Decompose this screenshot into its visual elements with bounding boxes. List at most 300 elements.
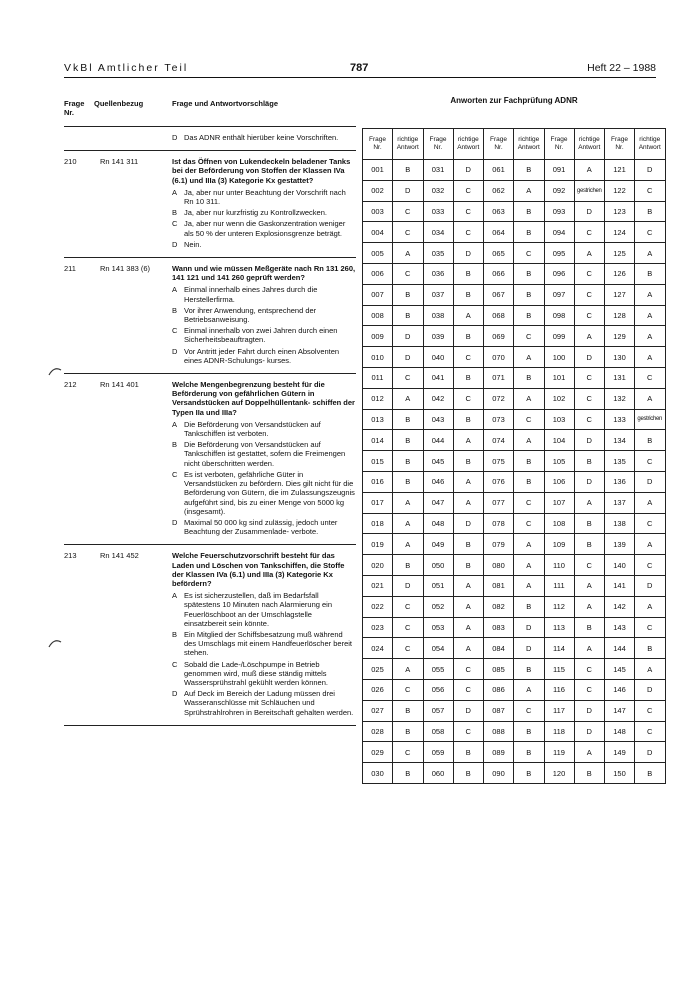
header-line: Frage bbox=[369, 136, 386, 143]
question-nr-cell: 081 bbox=[484, 575, 514, 596]
header-line: richtige bbox=[457, 136, 479, 143]
question-nr-cell: 125 bbox=[605, 243, 635, 264]
column-header-correct-answer bbox=[574, 129, 605, 160]
answer-cell: A bbox=[393, 388, 424, 409]
question-nr-cell: 063 bbox=[484, 201, 514, 222]
question-nr-cell: 090 bbox=[484, 763, 514, 784]
answer-cell: D bbox=[574, 430, 605, 451]
answers-title: Anworten zur Fachprüfung ADNR bbox=[450, 96, 578, 105]
answer-cell: B bbox=[393, 763, 424, 784]
question-nr-cell: 050 bbox=[423, 555, 453, 576]
answer-table bbox=[362, 128, 666, 784]
question-nr-cell: 144 bbox=[605, 638, 635, 659]
answer-cell: A bbox=[574, 326, 605, 347]
question-nr-cell: 105 bbox=[544, 451, 574, 472]
question-nr-cell: 130 bbox=[605, 347, 635, 368]
question-nr-cell: 089 bbox=[484, 742, 514, 763]
answer-cell: B bbox=[453, 263, 484, 284]
question-text: Wann und wie müssen Meßgeräte nach Rn 131 260, 141 121 und 141 260 geprüft werden? bbox=[172, 264, 356, 283]
answer-cell: D bbox=[393, 347, 424, 368]
question-nr-cell: 149 bbox=[605, 742, 635, 763]
answer-cell: C bbox=[635, 180, 666, 201]
table-row bbox=[363, 555, 666, 576]
question-nr-cell: 104 bbox=[544, 430, 574, 451]
answer-cell: A bbox=[514, 534, 545, 555]
header-line: Antwort bbox=[638, 144, 661, 151]
question-nr-cell: 073 bbox=[484, 409, 514, 430]
question-reference: Rn 141 311 bbox=[100, 157, 139, 167]
answer-cell: C bbox=[635, 451, 666, 472]
answer-option bbox=[172, 518, 356, 536]
answer-cell: B bbox=[453, 409, 484, 430]
table-row bbox=[363, 201, 666, 222]
question-nr-cell: 077 bbox=[484, 492, 514, 513]
page-header bbox=[64, 62, 656, 76]
answer-cell: C bbox=[453, 679, 484, 700]
answer-cell: A bbox=[574, 596, 605, 617]
answer-cell: A bbox=[574, 575, 605, 596]
header-line: Nr. bbox=[373, 144, 382, 151]
question-nr-cell: 112 bbox=[544, 596, 574, 617]
question-nr-cell: 142 bbox=[605, 596, 635, 617]
question-nr-cell: 115 bbox=[544, 659, 574, 680]
option-text: Die Beförderung von Versandstücken auf Tankschiffen ist gestattet, sofern die Freimengen nicht überschritten werden. bbox=[184, 440, 346, 468]
option-text: Ja, aber nur wenn die Gaskonzentration weniger als 50 % der unteren Explosionsgrenze beträgt. bbox=[184, 219, 346, 238]
answer-cell: B bbox=[635, 263, 666, 284]
question-nr-cell: 040 bbox=[423, 347, 453, 368]
question-body bbox=[172, 380, 356, 536]
question-nr-cell: 068 bbox=[484, 305, 514, 326]
question-nr-cell: 071 bbox=[484, 367, 514, 388]
header-line: richtige bbox=[397, 136, 419, 143]
question-nr-cell: 012 bbox=[363, 388, 393, 409]
question-nr-cell: 030 bbox=[363, 763, 393, 784]
question-nr-cell: 138 bbox=[605, 513, 635, 534]
table-row bbox=[363, 471, 666, 492]
answer-cell: C bbox=[514, 492, 545, 513]
question-nr-cell: 034 bbox=[423, 222, 453, 243]
answer-cell: gestrichen bbox=[635, 409, 666, 430]
question-nr-cell: 039 bbox=[423, 326, 453, 347]
header-nr-line1: Frage bbox=[64, 99, 85, 108]
answer-cell: C bbox=[453, 659, 484, 680]
question-nr-cell: 083 bbox=[484, 617, 514, 638]
question-nr-cell: 053 bbox=[423, 617, 453, 638]
option-letter: D bbox=[172, 346, 178, 356]
answer-cell: B bbox=[393, 305, 424, 326]
question-nr-cell: 126 bbox=[605, 263, 635, 284]
answer-cell: A bbox=[635, 596, 666, 617]
table-row bbox=[363, 700, 666, 721]
answer-cell: C bbox=[574, 555, 605, 576]
option-text: Das ADNR enthält hierüber keine Vorschriften. bbox=[184, 133, 339, 142]
question-nr-cell: 038 bbox=[423, 305, 453, 326]
answer-table-body bbox=[363, 160, 666, 784]
question-nr-cell: 004 bbox=[363, 222, 393, 243]
column-header-question-nr bbox=[363, 129, 393, 160]
question-nr-cell: 018 bbox=[363, 513, 393, 534]
answer-cell: B bbox=[635, 763, 666, 784]
question-nr-cell: 074 bbox=[484, 430, 514, 451]
question-nr-cell: 109 bbox=[544, 534, 574, 555]
question-nr-cell: 051 bbox=[423, 575, 453, 596]
question-number: 210 bbox=[64, 157, 77, 167]
table-row bbox=[363, 263, 666, 284]
option-letter: D bbox=[172, 133, 178, 142]
option-letter: B bbox=[172, 305, 178, 315]
answer-cell: A bbox=[635, 492, 666, 513]
answer-option bbox=[172, 285, 356, 303]
answer-cell: D bbox=[453, 243, 484, 264]
answer-cell: A bbox=[393, 534, 424, 555]
option-letter: A bbox=[172, 591, 178, 601]
option-letter: B bbox=[172, 440, 178, 450]
table-row bbox=[363, 638, 666, 659]
publication-title: VkBl Amtlicher Teil bbox=[64, 62, 189, 74]
option-text: Einmal innerhalb eines Jahres durch die Herstellerfirma. bbox=[184, 285, 318, 304]
answer-cell: A bbox=[635, 305, 666, 326]
option-letter: B bbox=[172, 629, 178, 639]
column-header-correct-answer bbox=[393, 129, 424, 160]
option-letter: C bbox=[172, 659, 178, 669]
header-line: Frage bbox=[550, 136, 568, 143]
question-nr-cell: 054 bbox=[423, 638, 453, 659]
question-nr-cell: 107 bbox=[544, 492, 574, 513]
answer-cell: B bbox=[393, 409, 424, 430]
answer-cell: B bbox=[453, 763, 484, 784]
answer-cell: D bbox=[393, 326, 424, 347]
answer-cell: A bbox=[393, 243, 424, 264]
answer-cell: C bbox=[514, 409, 545, 430]
answer-cell: C bbox=[393, 617, 424, 638]
table-row bbox=[363, 575, 666, 596]
answer-cell: D bbox=[574, 700, 605, 721]
answer-option bbox=[172, 306, 356, 324]
question-column bbox=[64, 96, 356, 726]
answer-cell: A bbox=[453, 638, 484, 659]
question-nr-cell: 011 bbox=[363, 367, 393, 388]
header-line: Frage bbox=[490, 136, 507, 143]
question-nr-cell: 013 bbox=[363, 409, 393, 430]
question-list bbox=[64, 127, 356, 726]
question-nr-cell: 078 bbox=[484, 513, 514, 534]
answer-cell: B bbox=[514, 763, 545, 784]
question-nr-cell: 080 bbox=[484, 555, 514, 576]
question-number: 213 bbox=[64, 551, 77, 561]
question-nr-cell: 132 bbox=[605, 388, 635, 409]
answer-cell: B bbox=[393, 451, 424, 472]
answer-option bbox=[172, 470, 356, 516]
answer-cell: C bbox=[393, 742, 424, 763]
question-nr-cell: 146 bbox=[605, 679, 635, 700]
option-text: Auf Deck im Bereich der Ladung müssen drei Wasseranschlüsse mit Schläuchen und Sprühstrahlrohren in Bereitschaft gehalten werden. bbox=[184, 689, 354, 717]
option-letter: D bbox=[172, 517, 178, 527]
answer-cell: C bbox=[453, 388, 484, 409]
header-question-number bbox=[64, 99, 94, 117]
question-nr-cell: 084 bbox=[484, 638, 514, 659]
question-text: Welche Mengenbegrenzung besteht für die Beförderung von gefährlichen Gütern in Versandstücken auf Doppelhüllentank- schiffen der Typen IIa und IIIa? bbox=[172, 380, 355, 417]
answer-cell: A bbox=[635, 388, 666, 409]
option-letter: B bbox=[172, 208, 178, 218]
question-nr-cell: 088 bbox=[484, 721, 514, 742]
question-nr-cell: 150 bbox=[605, 763, 635, 784]
answer-cell: A bbox=[635, 243, 666, 264]
question-nr-cell: 024 bbox=[363, 638, 393, 659]
table-row bbox=[363, 388, 666, 409]
answer-cell: C bbox=[393, 638, 424, 659]
answer-cell: B bbox=[514, 284, 545, 305]
answer-cell: C bbox=[635, 222, 666, 243]
question-reference: Rn 141 383 (6) bbox=[100, 264, 151, 274]
question-nr-cell: 032 bbox=[423, 180, 453, 201]
answer-cell: C bbox=[635, 700, 666, 721]
answer-cell: C bbox=[393, 367, 424, 388]
answer-cell: A bbox=[574, 160, 605, 181]
question-nr-cell: 027 bbox=[363, 700, 393, 721]
answer-cell: B bbox=[393, 430, 424, 451]
header-line: Antwort bbox=[517, 144, 540, 151]
question-nr-cell: 058 bbox=[423, 721, 453, 742]
answer-cell: B bbox=[514, 721, 545, 742]
question-nr-cell: 061 bbox=[484, 160, 514, 181]
option-text: Die Beförderung von Versandstücken auf Tankschiffen ist verboten. bbox=[184, 419, 321, 439]
answer-cell: D bbox=[514, 617, 545, 638]
question-nr-cell: 147 bbox=[605, 700, 635, 721]
answer-cell: C bbox=[514, 700, 545, 721]
answer-cell: D bbox=[574, 201, 605, 222]
table-row bbox=[363, 679, 666, 700]
answer-cell: A bbox=[453, 430, 484, 451]
punch-mark-icon bbox=[48, 366, 62, 376]
question-nr-cell: 148 bbox=[605, 721, 635, 742]
question-nr-cell: 102 bbox=[544, 388, 574, 409]
answer-cell: A bbox=[574, 492, 605, 513]
question-body bbox=[172, 264, 356, 365]
question-nr-cell: 101 bbox=[544, 367, 574, 388]
answer-cell: B bbox=[514, 471, 545, 492]
column-header-correct-answer bbox=[514, 129, 545, 160]
question-nr-cell: 014 bbox=[363, 430, 393, 451]
question-nr-cell: 079 bbox=[484, 534, 514, 555]
question-211 bbox=[64, 258, 356, 374]
answer-cell: gestrichen bbox=[574, 180, 605, 201]
answer-cell: B bbox=[514, 201, 545, 222]
question-nr-cell: 140 bbox=[605, 555, 635, 576]
answer-cell: C bbox=[635, 367, 666, 388]
header-line: Antwort bbox=[396, 144, 419, 151]
question-nr-cell: 124 bbox=[605, 222, 635, 243]
table-row bbox=[363, 243, 666, 264]
answer-option bbox=[172, 440, 356, 468]
answer-cell: D bbox=[635, 742, 666, 763]
question-nr-cell: 008 bbox=[363, 305, 393, 326]
table-row bbox=[363, 430, 666, 451]
question-nr-cell: 098 bbox=[544, 305, 574, 326]
question-text: Welche Feuerschutzvorschrift besteht für das Laden und Löschen von Tankschiffen, die Stoffe der Klassen IVa (6.1) und IIIa (3) Kategorie Kx befördern? bbox=[172, 551, 345, 588]
question-nr-cell: 091 bbox=[544, 160, 574, 181]
answer-cell: B bbox=[514, 263, 545, 284]
answer-cell: B bbox=[574, 513, 605, 534]
answer-cell: C bbox=[574, 679, 605, 700]
answer-option bbox=[172, 591, 356, 628]
option-text: Einmal innerhalb von zwei Jahren durch einen Sicherheitsbeauftragten. bbox=[184, 326, 338, 345]
table-row bbox=[363, 451, 666, 472]
option-text: Vor ihrer Anwendung, entsprechend der Betriebsanweisung. bbox=[184, 305, 317, 325]
answer-cell: A bbox=[514, 180, 545, 201]
answer-cell: C bbox=[453, 201, 484, 222]
answer-cell: A bbox=[635, 284, 666, 305]
question-nr-cell: 041 bbox=[423, 367, 453, 388]
question-nr-cell: 016 bbox=[363, 471, 393, 492]
option-text: Es ist verboten, gefährliche Güter in Versandstücken zu befördern. Dies gilt nicht für die Beförderung von Gütern, die im Zulassungszeugnis aufgeführt sind, bis zu einer Menge von 5000 kg (insgesamt). bbox=[184, 469, 355, 516]
page-number: 787 bbox=[350, 62, 369, 74]
table-row bbox=[363, 347, 666, 368]
option-text: Vor Antritt jeder Fahrt durch einen Absolventen eines ADNR-Schulungs- kurses. bbox=[184, 346, 340, 365]
question-number: 212 bbox=[64, 380, 77, 390]
question-210 bbox=[64, 151, 356, 258]
answer-cell: C bbox=[574, 367, 605, 388]
question-nr-cell: 017 bbox=[363, 492, 393, 513]
question-nr-cell: 127 bbox=[605, 284, 635, 305]
answer-cell: C bbox=[453, 180, 484, 201]
answer-cell: D bbox=[635, 575, 666, 596]
question-nr-cell: 023 bbox=[363, 617, 393, 638]
table-row bbox=[363, 180, 666, 201]
option-letter: A bbox=[172, 187, 178, 197]
answer-cell: B bbox=[514, 305, 545, 326]
question-nr-cell: 049 bbox=[423, 534, 453, 555]
question-nr-cell: 037 bbox=[423, 284, 453, 305]
answer-cell: B bbox=[514, 367, 545, 388]
answer-cell: A bbox=[453, 492, 484, 513]
answer-cell: B bbox=[574, 617, 605, 638]
question-continued bbox=[64, 127, 356, 151]
question-text: Ist das Öffnen von Lukendeckeln beladener Tanks bei der Beförderung von Stoffen der Klassen IVa (6.1) und IIIa (3) Kategorie Kx gestattet? bbox=[172, 157, 351, 185]
question-nr-cell: 060 bbox=[423, 763, 453, 784]
answer-cell: C bbox=[393, 222, 424, 243]
question-nr-cell: 114 bbox=[544, 638, 574, 659]
answer-cell: C bbox=[393, 596, 424, 617]
answer-cell: A bbox=[574, 638, 605, 659]
question-nr-cell: 116 bbox=[544, 679, 574, 700]
option-letter: D bbox=[172, 239, 178, 249]
question-nr-cell: 067 bbox=[484, 284, 514, 305]
question-nr-cell: 135 bbox=[605, 451, 635, 472]
question-nr-cell: 076 bbox=[484, 471, 514, 492]
table-row bbox=[363, 659, 666, 680]
question-nr-cell: 057 bbox=[423, 700, 453, 721]
question-nr-cell: 006 bbox=[363, 263, 393, 284]
answer-cell: B bbox=[635, 638, 666, 659]
answer-cell: A bbox=[635, 534, 666, 555]
answer-cell: D bbox=[635, 471, 666, 492]
header-line: Antwort bbox=[457, 144, 480, 151]
table-row bbox=[363, 721, 666, 742]
question-nr-cell: 009 bbox=[363, 326, 393, 347]
answer-cell: A bbox=[453, 305, 484, 326]
question-nr-cell: 110 bbox=[544, 555, 574, 576]
answer-cell: C bbox=[574, 222, 605, 243]
question-nr-cell: 137 bbox=[605, 492, 635, 513]
question-212 bbox=[64, 374, 356, 545]
answer-cell: B bbox=[453, 284, 484, 305]
question-nr-cell: 113 bbox=[544, 617, 574, 638]
question-213 bbox=[64, 545, 356, 725]
answer-option bbox=[172, 188, 356, 206]
question-body bbox=[172, 133, 356, 142]
option-text: Ja, aber nur kurzfristig zu Kontrollzwecken. bbox=[184, 208, 327, 218]
question-nr-cell: 143 bbox=[605, 617, 635, 638]
question-nr-cell: 015 bbox=[363, 451, 393, 472]
question-nr-cell: 031 bbox=[423, 160, 453, 181]
question-nr-cell: 028 bbox=[363, 721, 393, 742]
option-text: Es ist sicherzustellen, daß im Bedarfsfall spätestens 10 Minuten nach Alarmierung ein Feuerlöschboot an der Umschlagstelle einsatzbereit sein könnte. bbox=[184, 591, 333, 628]
header-line: Antwort bbox=[578, 144, 601, 151]
answer-cell: C bbox=[574, 284, 605, 305]
question-nr-cell: 122 bbox=[605, 180, 635, 201]
answer-option bbox=[172, 347, 356, 365]
answer-cell: C bbox=[635, 617, 666, 638]
question-nr-cell: 100 bbox=[544, 347, 574, 368]
option-letter: C bbox=[172, 326, 178, 336]
header-reference: Quellenbezug bbox=[94, 99, 144, 108]
question-nr-cell: 046 bbox=[423, 471, 453, 492]
table-row bbox=[363, 617, 666, 638]
table-row bbox=[363, 763, 666, 784]
answer-cell: B bbox=[514, 659, 545, 680]
issue-label: Heft 22 – 1988 bbox=[587, 62, 656, 74]
header-line: richtige bbox=[578, 136, 600, 143]
answer-cell: A bbox=[514, 388, 545, 409]
answer-table-header bbox=[363, 129, 666, 160]
table-row bbox=[363, 492, 666, 513]
question-nr-cell: 056 bbox=[423, 679, 453, 700]
table-row bbox=[363, 222, 666, 243]
question-reference: Rn 141 452 bbox=[100, 551, 139, 561]
answer-cell: D bbox=[574, 347, 605, 368]
header-line: Nr. bbox=[494, 144, 503, 151]
header-line: Frage bbox=[429, 136, 447, 143]
question-nr-cell: 045 bbox=[423, 451, 453, 472]
answer-cell: A bbox=[453, 596, 484, 617]
answer-cell: D bbox=[635, 160, 666, 181]
answer-cell: D bbox=[574, 471, 605, 492]
table-row bbox=[363, 160, 666, 181]
question-nr-cell: 007 bbox=[363, 284, 393, 305]
table-row bbox=[363, 367, 666, 388]
option-text: Maximal 50 000 kg sind zulässig, jedoch unter Beachtung der Zusammenlade- verbote. bbox=[184, 517, 338, 537]
table-row bbox=[363, 305, 666, 326]
header-nr-line2: Nr. bbox=[64, 108, 75, 117]
question-nr-cell: 021 bbox=[363, 575, 393, 596]
answer-cell: A bbox=[453, 471, 484, 492]
answer-cell: C bbox=[514, 243, 545, 264]
question-nr-cell: 093 bbox=[544, 201, 574, 222]
question-nr-cell: 108 bbox=[544, 513, 574, 534]
question-nr-cell: 085 bbox=[484, 659, 514, 680]
table-row bbox=[363, 513, 666, 534]
answer-cell: A bbox=[514, 679, 545, 700]
column-header-question-nr bbox=[484, 129, 514, 160]
question-nr-cell: 111 bbox=[544, 575, 574, 596]
answer-cell: B bbox=[635, 430, 666, 451]
question-nr-cell: 086 bbox=[484, 679, 514, 700]
option-letter: A bbox=[172, 285, 178, 295]
answer-cell: C bbox=[635, 721, 666, 742]
header-line: Frage bbox=[611, 136, 628, 143]
option-text: Ja, aber nur unter Beachtung der Vorschrift nach Rn 10 311. bbox=[184, 187, 346, 207]
option-text: Ein Mitglied der Schiffsbesatzung muß während des Umschlags mit einem Handfeuerlöscher bereit stehen. bbox=[184, 629, 352, 658]
